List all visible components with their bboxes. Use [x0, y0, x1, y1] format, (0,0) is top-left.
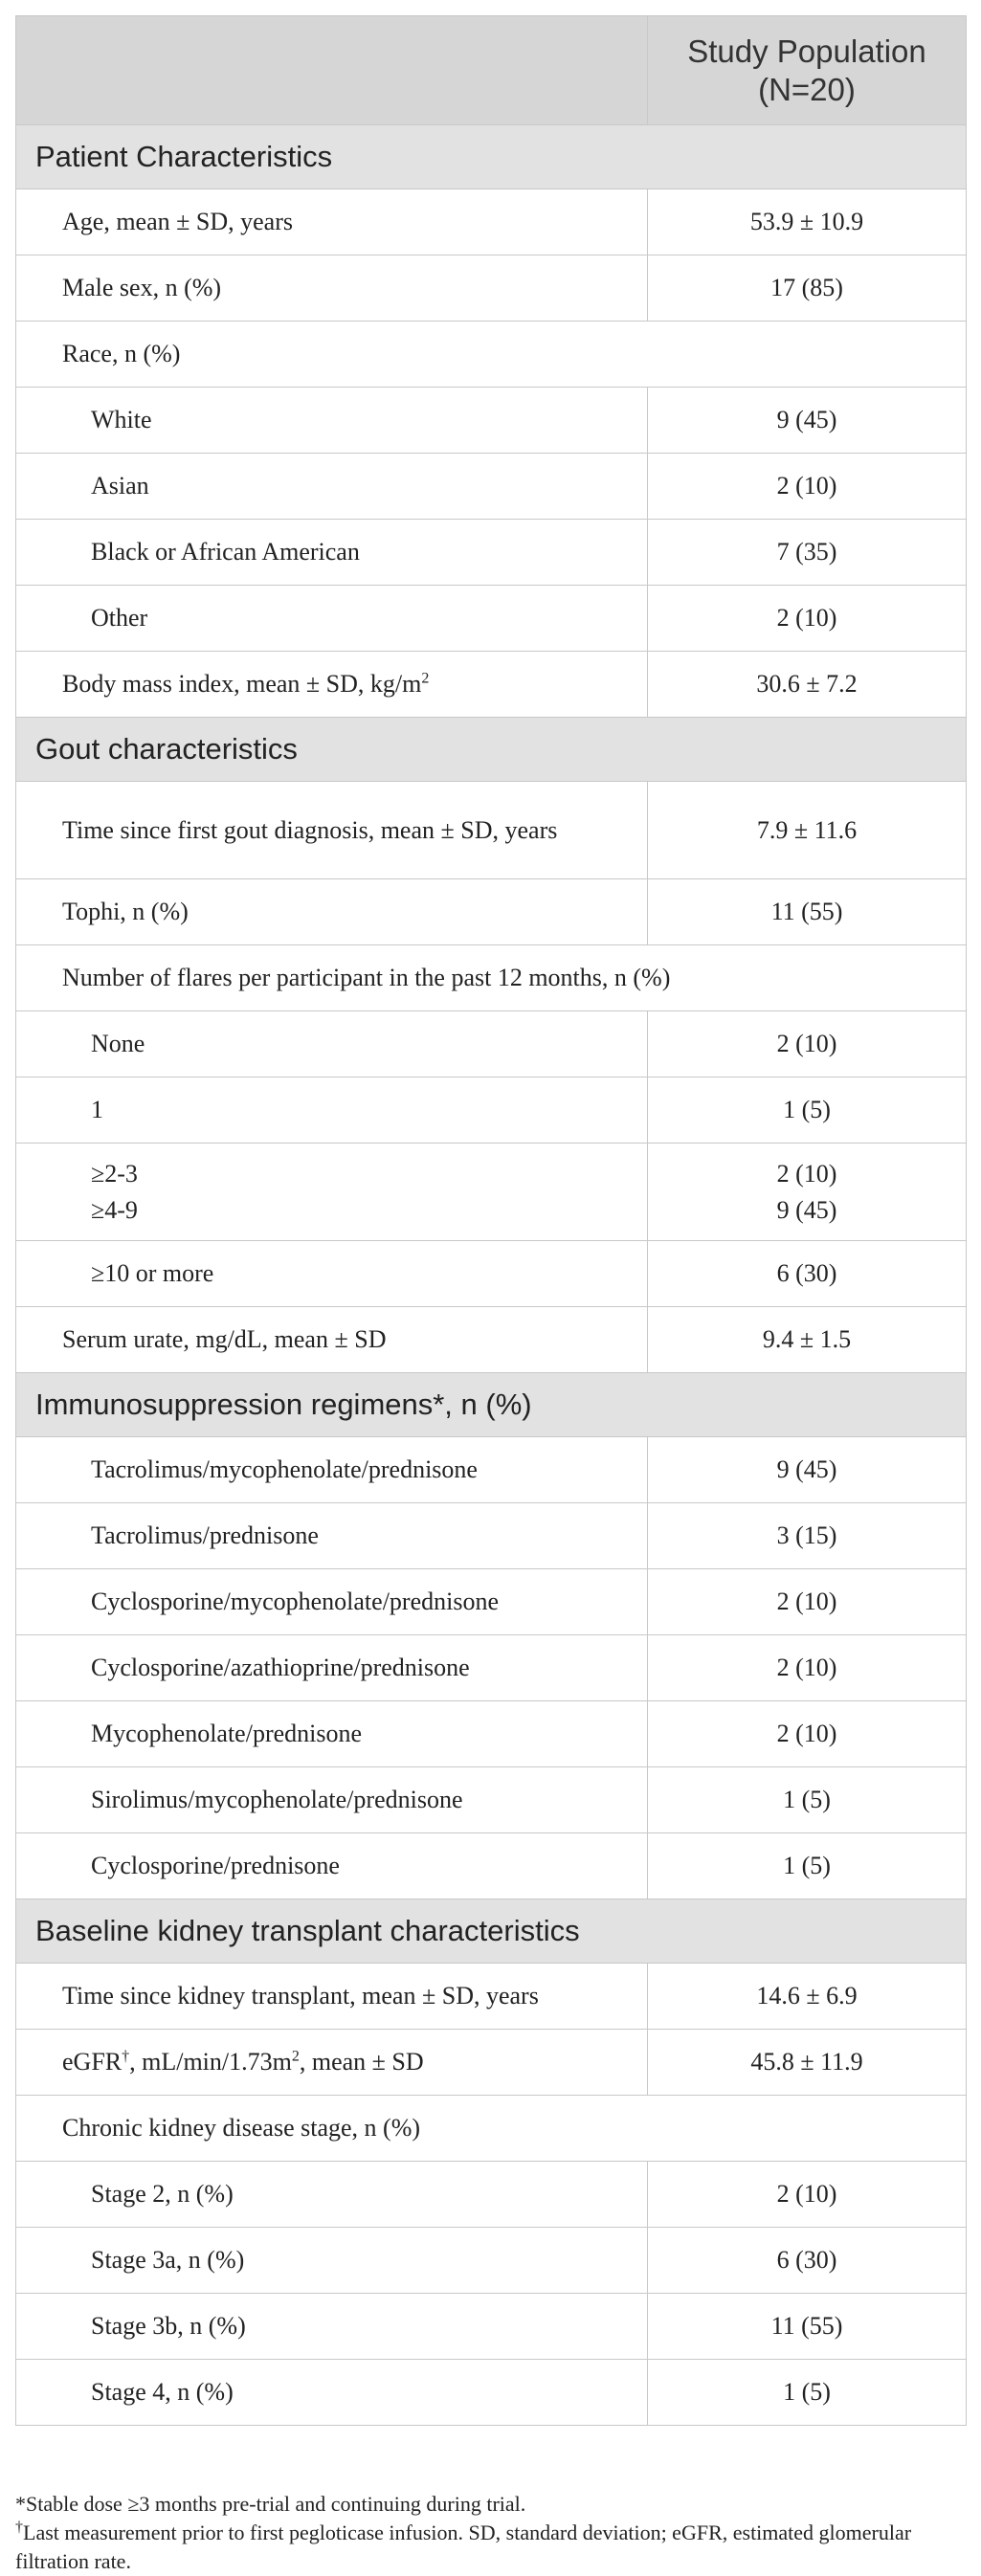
- row-label: Cyclosporine/prednisone: [16, 1833, 648, 1899]
- header-empty-cell: [16, 16, 648, 125]
- row-value: 14.6 ± 6.9: [648, 1964, 967, 2030]
- section-title: Patient Characteristics: [16, 125, 967, 189]
- table-row: [16, 520, 967, 586]
- row-value: [648, 1144, 967, 1241]
- row-label: Mycophenolate/prednisone: [16, 1701, 648, 1767]
- section-header-immunosuppression: [16, 1373, 967, 1437]
- row-value: 1 (5): [648, 1077, 967, 1144]
- row-label: Tacrolimus/prednisone: [16, 1503, 648, 1569]
- section-title: Baseline kidney transplant characteristics: [16, 1899, 967, 1964]
- table-row: [16, 1767, 967, 1833]
- row-label: White: [16, 388, 648, 454]
- table-row: [16, 189, 967, 255]
- table-row: [16, 586, 967, 652]
- table-row: [16, 1503, 967, 1569]
- row-label: ≥10 or more: [16, 1241, 648, 1307]
- row-value: 3 (15): [648, 1503, 967, 1569]
- table-container: [15, 15, 966, 2426]
- table-row: [16, 879, 967, 945]
- row-label: [16, 2030, 648, 2096]
- row-label: Stage 4, n (%): [16, 2360, 648, 2426]
- table-row: [16, 2162, 967, 2228]
- table-row: [16, 2030, 967, 2096]
- row-label: Cyclosporine/mycophenolate/prednisone: [16, 1569, 648, 1635]
- table-row: [16, 2096, 967, 2162]
- row-value-line2: 9 (45): [776, 1195, 837, 1224]
- row-value: 30.6 ± 7.2: [648, 652, 967, 718]
- row-label: [16, 652, 648, 718]
- row-label: Asian: [16, 454, 648, 520]
- table-header-row: [16, 16, 967, 125]
- row-value: 7 (35): [648, 520, 967, 586]
- section-title: Immunosuppression regimens*, n (%): [16, 1373, 967, 1437]
- row-label: Age, mean ± SD, years: [16, 189, 648, 255]
- row-label-line1: ≥2-3: [91, 1159, 138, 1188]
- table-row: [16, 1144, 967, 1241]
- row-value: 6 (30): [648, 2228, 967, 2294]
- row-value: 2 (10): [648, 2162, 967, 2228]
- row-value: 2 (10): [648, 1701, 967, 1767]
- footnote-dagger: [15, 2519, 966, 2576]
- table-row: [16, 652, 967, 718]
- table-row: [16, 2294, 967, 2360]
- column-header-line1: Study Population: [687, 33, 926, 69]
- row-value: 17 (85): [648, 255, 967, 322]
- bmi-label-superscript: 2: [421, 670, 430, 687]
- row-value: 1 (5): [648, 1767, 967, 1833]
- row-label: Other: [16, 586, 648, 652]
- row-value: 2 (10): [648, 1569, 967, 1635]
- table-row: [16, 454, 967, 520]
- row-value: 2 (10): [648, 454, 967, 520]
- table-row: [16, 322, 967, 388]
- table-row: [16, 388, 967, 454]
- row-label: Cyclosporine/azathioprine/prednisone: [16, 1635, 648, 1701]
- row-label: Number of flares per participant in the past 12 months, n (%): [16, 945, 967, 1011]
- table-row: [16, 1077, 967, 1144]
- row-label: Tophi, n (%): [16, 879, 648, 945]
- section-header-kidney: [16, 1899, 967, 1964]
- row-value: 2 (10): [648, 1011, 967, 1077]
- row-value-line1: 2 (10): [776, 1159, 837, 1188]
- table-row: [16, 1241, 967, 1307]
- table-row: [16, 255, 967, 322]
- row-label: Race, n (%): [16, 322, 967, 388]
- footnote-dagger-mark: †: [15, 2519, 23, 2536]
- row-label: [16, 782, 648, 879]
- table-row: [16, 1701, 967, 1767]
- study-population-table: [15, 15, 967, 2426]
- egfr-label-a: eGFR: [62, 2048, 123, 2076]
- row-label-text: Time since first gout diagnosis, mean ± SD, years: [62, 815, 558, 844]
- row-label: Stage 3b, n (%): [16, 2294, 648, 2360]
- row-label: [16, 1144, 648, 1241]
- row-label: Time since kidney transplant, mean ± SD, years: [16, 1964, 648, 2030]
- egfr-unit-superscript: 2: [291, 2048, 300, 2065]
- egfr-label-b: , mL/min/1.73m: [129, 2048, 292, 2076]
- row-value: 45.8 ± 11.9: [648, 2030, 967, 2096]
- row-value: 11 (55): [648, 879, 967, 945]
- table-row: [16, 1833, 967, 1899]
- row-label-line2: ≥4-9: [91, 1195, 138, 1224]
- table-row: [16, 1307, 967, 1373]
- table-row: [16, 782, 967, 879]
- row-label: Serum urate, mg/dL, mean ± SD: [16, 1307, 648, 1373]
- table-row: [16, 1964, 967, 2030]
- column-header-line2: (N=20): [758, 71, 856, 107]
- row-value: 6 (30): [648, 1241, 967, 1307]
- row-value: 9 (45): [648, 388, 967, 454]
- section-header-gout: [16, 718, 967, 782]
- bmi-label-text: Body mass index, mean ± SD, kg/m: [62, 670, 422, 698]
- table-row: [16, 1569, 967, 1635]
- row-value: 9.4 ± 1.5: [648, 1307, 967, 1373]
- table-row: [16, 1011, 967, 1077]
- table-row: [16, 1635, 967, 1701]
- footnote-dagger-text: Last measurement prior to first pegloticase infusion. SD, standard deviation; eGFR, estimated glomerular filtration rate.: [15, 2520, 912, 2573]
- table-row: [16, 2228, 967, 2294]
- row-value: 1 (5): [648, 1833, 967, 1899]
- section-header-patient: [16, 125, 967, 189]
- row-label: Black or African American: [16, 520, 648, 586]
- row-label: None: [16, 1011, 648, 1077]
- table-row: [16, 945, 967, 1011]
- row-value: 11 (55): [648, 2294, 967, 2360]
- egfr-label-c: , mean ± SD: [299, 2048, 424, 2076]
- table-row: [16, 2360, 967, 2426]
- table-row: [16, 1437, 967, 1503]
- section-title: Gout characteristics: [16, 718, 967, 782]
- row-label: Stage 3a, n (%): [16, 2228, 648, 2294]
- row-label: Stage 2, n (%): [16, 2162, 648, 2228]
- row-value: 9 (45): [648, 1437, 967, 1503]
- row-value: 2 (10): [648, 1635, 967, 1701]
- column-header-study-population: [648, 16, 967, 125]
- row-label: 1: [16, 1077, 648, 1144]
- row-label: Sirolimus/mycophenolate/prednisone: [16, 1767, 648, 1833]
- row-value: 1 (5): [648, 2360, 967, 2426]
- egfr-dagger-superscript: †: [122, 2048, 130, 2065]
- row-label: Male sex, n (%): [16, 255, 648, 322]
- row-label: Chronic kidney disease stage, n (%): [16, 2096, 967, 2162]
- row-label: Tacrolimus/mycophenolate/prednisone: [16, 1437, 648, 1503]
- footnote-star: *Stable dose ≥3 months pre-trial and continuing during trial.: [15, 2492, 526, 2516]
- row-value: 2 (10): [648, 586, 967, 652]
- table-footnotes: [15, 2490, 966, 2576]
- row-value: 7.9 ± 11.6: [648, 782, 967, 879]
- row-value: 53.9 ± 10.9: [648, 189, 967, 255]
